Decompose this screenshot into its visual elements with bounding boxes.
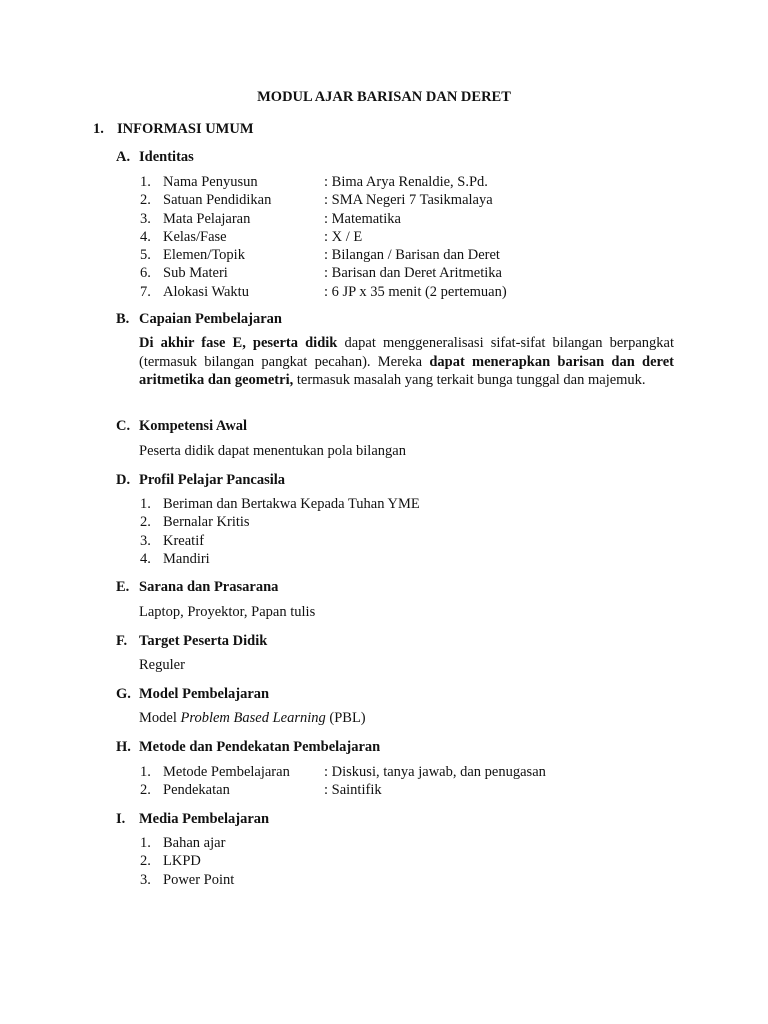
item-number: 2.	[140, 192, 151, 209]
item-value: : Matematika	[324, 210, 401, 227]
body-text: termasuk masalah yang terkait bunga tunggal dan majemuk.	[293, 372, 646, 388]
item-number: 5.	[140, 247, 151, 264]
heading-sarana	[116, 578, 278, 596]
item-text: Mandiri	[163, 550, 210, 567]
list-item	[140, 495, 420, 513]
item-number: 2.	[140, 782, 151, 799]
list-item	[140, 264, 507, 282]
italic-text: Problem Based Learning	[180, 710, 326, 726]
item-value: : Saintifik	[324, 782, 382, 799]
heading-label: Sarana dan Prasarana	[139, 579, 279, 595]
heading-label: Model Pembelajaran	[139, 686, 270, 702]
sarana-text: Laptop, Proyektor, Papan tulis	[139, 604, 316, 620]
item-number: 6.	[140, 265, 151, 282]
item-value: : 6 JP x 35 menit (2 pertemuan)	[324, 283, 507, 300]
item-number: 3.	[140, 871, 151, 888]
bold-text: Di akhir fase E, peserta didik	[139, 335, 338, 351]
list-item	[140, 834, 234, 852]
list-item	[140, 246, 507, 264]
heading-label: Metode dan Pendekatan Pembelajaran	[139, 739, 381, 755]
heading-label: Capaian Pembelajaran	[139, 311, 282, 327]
heading-letter: G.	[116, 686, 131, 702]
section-number: 1.	[93, 121, 104, 137]
heading-letter: E.	[116, 579, 130, 595]
heading-media	[116, 810, 269, 828]
item-number: 1.	[140, 174, 151, 190]
heading-model	[116, 685, 269, 703]
section-label: INFORMASI UMUM	[117, 121, 254, 137]
list-item	[140, 781, 546, 799]
bold-text: dapat menerapkan barisan dan deret aritmetika dan geometri,	[139, 353, 674, 388]
item-text: Beriman dan Bertakwa Kepada Tuhan YME	[163, 496, 420, 512]
item-value: : Bilangan / Barisan dan Deret	[324, 247, 500, 264]
item-key: Metode Pembelajaran	[163, 764, 290, 780]
heading-letter: I.	[116, 811, 126, 827]
list-item	[140, 228, 507, 246]
heading-kompetensi	[116, 417, 247, 435]
item-number: 4.	[140, 550, 151, 567]
heading-metode	[116, 738, 380, 756]
heading-label: Media Pembelajaran	[139, 811, 270, 827]
item-number: 1.	[140, 496, 151, 512]
body-text: (PBL)	[325, 710, 366, 726]
item-number: 4.	[140, 228, 151, 245]
heading-letter: C.	[116, 418, 131, 434]
section-informasi-umum	[93, 120, 254, 138]
document-title: MODUL AJAR BARISAN DAN DERET	[257, 89, 511, 105]
capaian-paragraph	[139, 334, 674, 390]
heading-letter: A.	[116, 149, 131, 165]
item-key: Nama Penyusun	[163, 174, 258, 190]
item-key: Kelas/Fase	[163, 228, 227, 245]
model-text	[139, 709, 366, 727]
heading-letter: H.	[116, 739, 131, 755]
item-text: Power Point	[163, 871, 235, 888]
list-item	[140, 173, 507, 191]
heading-capaian	[116, 310, 282, 328]
item-value: : Bima Arya Renaldie, S.Pd.	[324, 174, 488, 190]
list-item	[140, 852, 234, 870]
item-number: 7.	[140, 283, 151, 300]
list-item	[140, 763, 546, 781]
identitas-list	[140, 173, 507, 301]
media-list	[140, 834, 234, 889]
list-item	[140, 283, 507, 301]
item-key: Elemen/Topik	[163, 247, 245, 264]
item-number: 3.	[140, 532, 151, 549]
heading-label: Kompetensi Awal	[139, 418, 248, 434]
heading-label: Target Peserta Didik	[139, 633, 268, 649]
heading-target	[116, 632, 267, 650]
kompetensi-text: Peserta didik dapat menentukan pola bilangan	[139, 443, 406, 459]
heading-profil	[116, 471, 285, 489]
heading-label: Profil Pelajar Pancasila	[139, 472, 286, 488]
profil-list	[140, 495, 420, 568]
item-number: 1.	[140, 764, 151, 780]
heading-letter: D.	[116, 472, 131, 488]
item-key: Pendekatan	[163, 782, 230, 799]
item-value: : Diskusi, tanya jawab, dan penugasan	[324, 764, 546, 780]
item-number: 2.	[140, 853, 151, 870]
item-key: Sub Materi	[163, 265, 228, 282]
list-item	[140, 550, 420, 568]
item-key: Alokasi Waktu	[163, 283, 249, 300]
list-item	[140, 210, 507, 228]
list-item	[140, 532, 420, 550]
body-text: dapat menggeneralisasi sifat-sifat bilangan berpangkat (termasuk bilangan pangkat pecahan). Mereka	[139, 335, 674, 370]
item-number: 1.	[140, 835, 151, 851]
item-text: Bahan ajar	[163, 835, 226, 851]
item-text: LKPD	[163, 853, 201, 870]
item-key: Mata Pelajaran	[163, 210, 251, 227]
list-item	[140, 191, 507, 209]
metode-list	[140, 763, 546, 800]
target-text: Reguler	[139, 657, 185, 673]
item-text: Kreatif	[163, 532, 205, 549]
heading-letter: B.	[116, 311, 130, 327]
heading-label: Identitas	[139, 149, 194, 165]
heading-identitas	[116, 148, 194, 166]
item-value: : SMA Negeri 7 Tasikmalaya	[324, 192, 493, 209]
list-item	[140, 871, 234, 889]
item-value: : X / E	[324, 228, 363, 245]
item-number: 2.	[140, 514, 151, 531]
heading-letter: F.	[116, 633, 128, 649]
body-text: Model	[139, 710, 181, 726]
item-text: Bernalar Kritis	[163, 514, 250, 531]
list-item	[140, 513, 420, 531]
item-key: Satuan Pendidikan	[163, 192, 272, 209]
item-value: : Barisan dan Deret Aritmetika	[324, 265, 502, 282]
item-number: 3.	[140, 210, 151, 227]
